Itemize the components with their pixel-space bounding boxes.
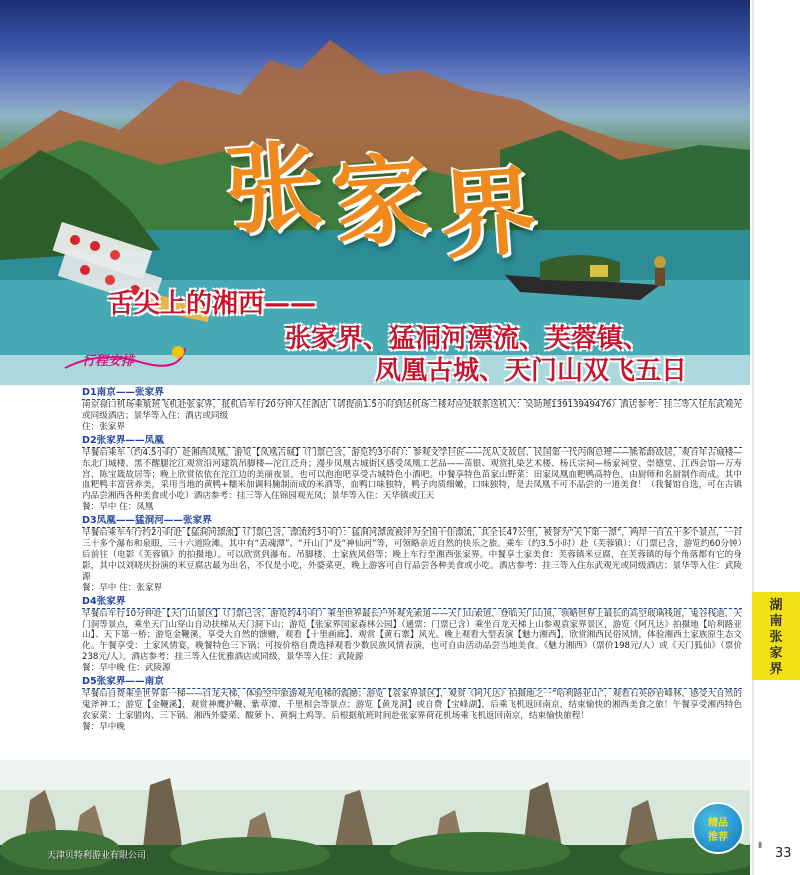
- subtitle-line-2: 张家界、猛洞河漂流、芙蓉镇、: [285, 324, 650, 354]
- day-meals-lodging: 餐：早中晚: [82, 721, 125, 732]
- day-heading: D4张家界: [82, 596, 742, 609]
- day-heading: D5张家界——南京: [82, 676, 742, 689]
- day-meals-lodging: 餐：早中 住：凤凰: [82, 502, 154, 513]
- tour-badge-label: 行程安排: [82, 354, 135, 369]
- company-credit: 天津贝特利游业有限公司: [47, 851, 147, 861]
- day-heading: D3凤凰——猛洞河——张家界: [82, 515, 742, 528]
- page-logo-icon: ▮: [758, 840, 763, 849]
- tour-badge: [60, 340, 190, 376]
- day-heading: D2张家界——凤凰: [82, 435, 742, 448]
- day-item: [82, 596, 742, 674]
- page-number: 33: [775, 846, 792, 861]
- day-item: [82, 676, 742, 733]
- day-meals-lodging: 餐：早中 住：张家界: [82, 582, 163, 593]
- day-meals-lodging: 餐：早中晚 住：武陵源: [82, 663, 171, 674]
- day-description: 早餐后乘车（约4.5小时）赴湘西凤凰，游览【凤凰古城】（门票已含，游览约3小时）：参观文学巨匠——沈从文故居、民国第一代内阁总理——熊希龄故居，观百年古城楼—东北门城楼、黑不醒腿沱江观赏沿河建筑吊脚楼—沱江泛舟；漫步凤凰古城街区感受凤凰工艺品——苗银、观赏扎染艺术楼、杨氏宗祠—杨家祠堂、崇德堂、江西会馆—万寿宫、陈宝箴故居等；晚上欣赏依依在沱江边的美丽夜景，也可以泡泡吧享受古城特色小酒吧。中餐享特色苗家山野菜：田家凤凰血粑鸭高特色，由厨师和名厨制作而成。其中血粑鸭丰富营养美，采用当地的黄鸭+糯米加调料腌制而成的米酒等，血鸭口味独特，鸭子肉质细嫩，口味独特，是去凤凰不可不品尝的一道美食！（我餐馆自选，可在古镇内品尝湘西各种美食或小吃）酒店参考：挂三等入住锦园观光凤；景华等入住：天华镇或江天: [82, 447, 742, 502]
- day-description: 南京禄口机场乘航班飞机赴张家界，抵机后车行20分钟入住酒店（请提前1.5小时到达机场二楼对应处联系送机人：吴助理13913949476）酒店参考：挂三等入住东武观光或同级酒店；景华等入住：酒店或同级: [82, 400, 742, 421]
- side-margin: [752, 0, 800, 875]
- title-char: 界: [436, 152, 550, 274]
- section-tab: [752, 592, 800, 680]
- recommend-badge-top: 精品: [708, 818, 728, 829]
- day-heading: D1南京——张家界: [82, 387, 742, 400]
- day-description: 早餐后车行10分钟赴【天门山景区】（门票已含，游览约4小时）乘坐世界最长户外观光索道——天门山索道，登临天门山顶，领略世界上最长的高空玻璃栈道，鬼谷栈道，天门洞等景点，乘坐天门山穿山自动扶梯从天门洞下山；游览【张家界国家森林公园】（通票：门票已含）乘坐百龙天梯上山参观袁家界景区，游览《阿凡达》拍摄地【哈利路亚山】、天下第一桥；游览金鞭溪，享受大自然的馈赠，观看【十里画廊】、观赏【黄石寨】风光。晚上观看大型表演【魅力湘西】，欣赏湘西民俗风情，体验湘西土家族原生态文化。午餐享受：土家风情宴，晚餐特色三下锅；可按价格自费选择观看少数民族风情表演，也可自由活动品尝当地美食。《魅力湘西》（票价198元/人）或《天门狐仙》（票价238元/人）。酒店参考：挂三等入住优雅酒店或同级，景华等入住：武陵源: [82, 608, 742, 663]
- day-description: 早餐后乘车车行约2小时赴【猛洞河漂流】（门票已含，漂流约3小时）：猛洞河漂流被评为全国十佳漂流，其全长47公里，被誉为“天下第一漂”，两岸一百五十多个景点，一百三十多个瀑布和泉眼，三十六道险滩。其中有“丢魂潭”、“开山门”及“神仙河”等，可领略亲近自然的快乐之旅。乘车（约3.5小时）赴（芙蓉镇）：（门票已含，游览约60分钟）后前往（电影《芙蓉镇》的拍摄地）。可以欣赏到瀑布、吊脚楼、土家族风俗等；晚上车行至湘西张家界。中餐享土家美食：芙蓉镇米豆腐，在芙蓉镇的每个角落都有它的身影，其中以刘晓庆扮演的米豆腐店最为出名，不仅是小吃，外婆菜更，晚上游客可自行品尝各种美食或小吃。酒店参考：挂三等入住东武观光或同级酒店；景华等入住：武陵源: [82, 528, 742, 582]
- day-description: 早餐后自费乘坐世界第一梯——百龙天梯，体验空中旅游观光电梯的震撼；游览【袁家界景区】，观赏《阿凡达》拍摄地之一“哈利路亚山”，观看石英砂岩峰林，感受大自然的鬼斧神工；游览【金鞭溪】，观赏神鹰护鞭、紫草潭、千里相会等景点；游览【黄龙洞】或自费【宝峰湖】，后乘飞机返回南京，结束愉快的湘西美食之旅！午餐享受湘西特色农家菜：土家腊肉、三下锅、湘西外婆菜、酸萝卜、黄焖土鸡等。后根据航班时间赴张家界荷花机场乘飞机返回南京，结束愉快旅程！: [82, 689, 742, 721]
- section-tab-label: 湖南张家界: [769, 598, 783, 677]
- title-char: 家: [329, 140, 443, 261]
- subtitle-line-3: 凤凰古城、天门山双飞五日: [375, 356, 688, 385]
- subtitle-line-1: 舌尖上的湘西——: [108, 289, 317, 319]
- recommend-badge: [692, 802, 744, 854]
- margin-divider: [752, 0, 754, 875]
- title-char: 张: [221, 127, 336, 248]
- day-item: [82, 435, 742, 513]
- recommend-badge-bottom: 推荐: [708, 832, 728, 843]
- hero-photo: [0, 0, 750, 385]
- day-meals-lodging: 住：张家界: [82, 421, 125, 432]
- hero-title: [221, 94, 550, 274]
- day-item: [82, 515, 742, 593]
- day-item: [82, 387, 742, 433]
- itinerary: [82, 385, 742, 733]
